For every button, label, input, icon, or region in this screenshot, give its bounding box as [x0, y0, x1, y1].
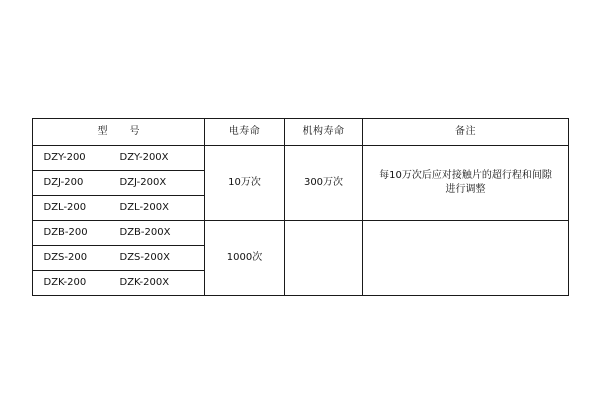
model-code-primary: DZL-200: [43, 201, 87, 213]
model-code-variant: DZL-200X: [119, 201, 169, 213]
model-code-variant: DZK-200X: [119, 276, 170, 288]
remark-line-1: 每10万次后应对接触片的超行程和间隙: [379, 169, 552, 181]
header-label-mechanical-life: 机构寿命: [302, 125, 345, 137]
spec-table: [32, 118, 569, 296]
header-label-electrical-life: 电寿命: [228, 125, 261, 137]
remark-value: [363, 146, 569, 221]
table-row: [33, 221, 569, 246]
model-code-variant: DZB-200X: [119, 226, 171, 238]
spec-table-container: [32, 118, 568, 296]
header-label-model: 型 号: [97, 125, 146, 137]
model-cell: [33, 221, 205, 246]
model-cell: [33, 171, 205, 196]
model-cell: [33, 271, 205, 296]
model-cell: [33, 246, 205, 271]
electrical-life-value-top: 10万次: [205, 146, 285, 221]
header-cell-model: [33, 119, 205, 146]
table-header-row: [33, 119, 569, 146]
header-cell-remark: [363, 119, 569, 146]
header-cell-mechanical-life: [285, 119, 363, 146]
header-label-remark: 备注: [455, 125, 476, 137]
model-code-primary: DZY-200: [43, 151, 86, 163]
model-code-primary: DZK-200: [43, 276, 87, 288]
model-code-primary: DZS-200: [43, 251, 88, 263]
model-cell: [33, 146, 205, 171]
model-code-variant: DZS-200X: [119, 251, 170, 263]
model-code-variant: DZY-200X: [119, 151, 169, 163]
header-cell-electrical-life: [205, 119, 285, 146]
table-row: [33, 146, 569, 171]
mechanical-life-empty: [285, 221, 363, 296]
mechanical-life-value: 300万次: [285, 146, 363, 221]
remark-empty: [363, 221, 569, 296]
model-code-primary: DZB-200: [43, 226, 88, 238]
electrical-life-value-bottom: 1000次: [205, 221, 285, 296]
model-code-primary: DZJ-200: [43, 176, 84, 188]
model-cell: [33, 196, 205, 221]
model-code-variant: DZJ-200X: [119, 176, 167, 188]
remark-line-2: 进行调整: [445, 184, 486, 195]
